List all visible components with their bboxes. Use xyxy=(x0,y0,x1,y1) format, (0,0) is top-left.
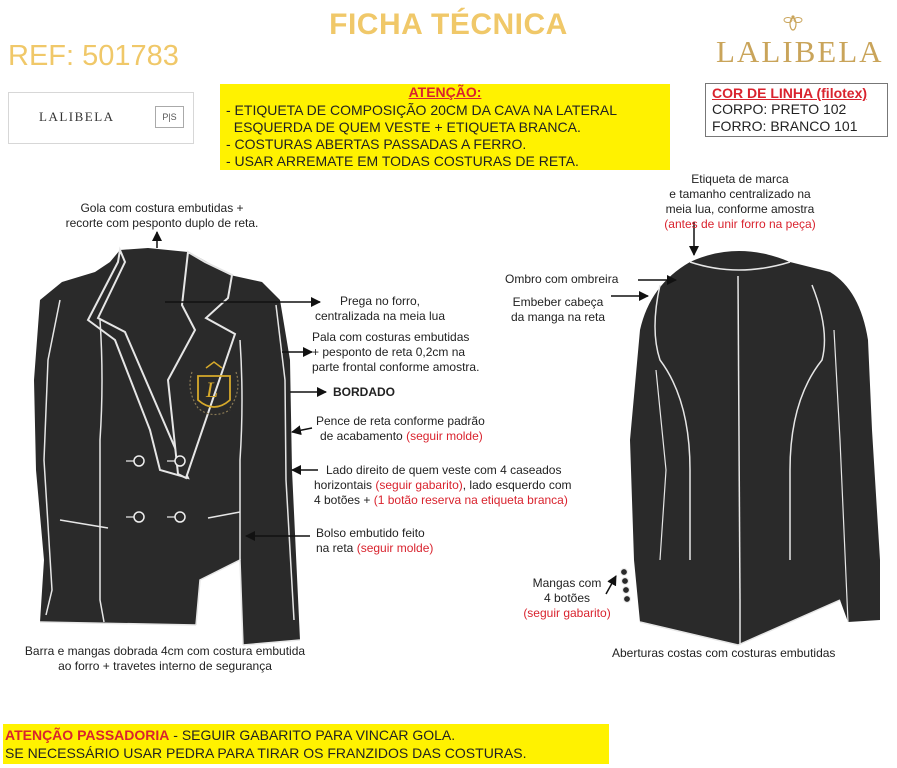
note-collar xyxy=(52,201,272,231)
note-pleat-line: centralizada na meia lua xyxy=(314,309,446,323)
note-sleeve-cap-line: Embeber cabeça xyxy=(512,295,604,309)
note-pocket-text: na reta xyxy=(316,541,354,555)
thread-lining-color: FORRO: BRANCO 101 xyxy=(712,118,858,134)
note-hem-line: ao forro + travetes interno de segurança xyxy=(58,659,272,673)
note-sleeve-buttons xyxy=(512,576,622,621)
back-jacket-drawing xyxy=(621,251,881,645)
note-pocket-line: Bolso embutido feito xyxy=(316,526,425,540)
front-jacket-drawing xyxy=(34,248,300,645)
attention-line: - ETIQUETA DE COMPOSIÇÃO 20CM DA CAVA NA LATERAL xyxy=(226,102,618,118)
note-buttonholes-text: , lado esquerdo com xyxy=(462,478,572,492)
attention-title: ATENÇÃO: xyxy=(408,84,482,100)
note-pocket-red: (seguir molde) xyxy=(356,541,434,555)
note-collar-line: Gola com costura embutidas + xyxy=(80,201,244,215)
attention-line: - COSTURAS ABERTAS PASSADAS A FERRO. xyxy=(226,136,527,152)
pressing-warning-line: - SEGUIR GABARITO PARA VINCAR GOLA. xyxy=(169,727,456,743)
note-yoke-line: parte frontal conforme amostra. xyxy=(312,360,480,374)
emblem-letter: L xyxy=(206,377,219,402)
label-tag-size: P|S xyxy=(155,106,184,128)
note-brand-label-line: Etiqueta de marca xyxy=(691,172,789,186)
note-pocket xyxy=(316,526,433,556)
note-back-vents: Aberturas costas com costuras embutidas xyxy=(612,646,836,660)
note-dart-text: de acabamento xyxy=(320,429,403,443)
note-brand-label-line: e tamanho centralizado na xyxy=(669,187,811,201)
pressing-warning-title: ATENÇÃO PASSADORIA xyxy=(5,727,170,743)
note-buttonholes-red: (seguir gabarito) xyxy=(375,478,463,492)
attention-line: - USAR ARREMATE EM TODAS COSTURAS DE RETA. xyxy=(226,153,579,169)
brand-logo: LALIBELA xyxy=(716,34,884,69)
note-buttonholes-line: Lado direito de quem veste com 4 caseados xyxy=(326,463,562,477)
note-dart xyxy=(316,414,485,444)
note-collar-line: recorte com pesponto duplo de reta. xyxy=(65,216,259,230)
label-tag-brand: LALIBELA xyxy=(39,109,115,124)
note-sleeve-buttons-line: Mangas com xyxy=(532,576,602,590)
page-title: FICHA TÉCNICA xyxy=(329,8,568,41)
pressing-warning-box xyxy=(3,724,609,764)
note-buttonholes xyxy=(314,463,571,508)
note-sleeve-buttons-red: (seguir gabarito) xyxy=(523,606,611,620)
thread-color-title: COR DE LINHA (filotex) xyxy=(712,85,868,101)
note-yoke xyxy=(312,330,479,375)
pressing-warning-line: SE NECESSÁRIO USAR PEDRA PARA TIRAR OS FRANZIDOS DAS COSTURAS. xyxy=(5,745,527,761)
attention-line: ESQUERDA DE QUEM VESTE + ETIQUETA BRANCA. xyxy=(226,119,581,135)
note-dart-red: (seguir molde) xyxy=(406,429,483,443)
note-sleeve-cap xyxy=(502,295,614,325)
note-sleeve-cap-line: da manga na reta xyxy=(510,310,606,324)
note-brand-label xyxy=(640,172,840,232)
note-dart-line: Pence de reta conforme padrão xyxy=(316,414,485,428)
note-hem-line: Barra e mangas dobrada 4cm com costura embutida xyxy=(24,644,306,658)
note-buttonholes-red: (1 botão reserva na etiqueta branca) xyxy=(373,493,568,507)
note-shoulder: Ombro com ombreira xyxy=(505,272,619,286)
note-pleat xyxy=(300,294,460,324)
note-sleeve-buttons-line: 4 botões xyxy=(543,591,591,605)
thread-body-color: CORPO: PRETO 102 xyxy=(712,101,847,117)
note-buttonholes-text: horizontais xyxy=(314,478,373,492)
note-brand-label-red: (antes de unir forro na peça) xyxy=(664,217,816,231)
reference-code: REF: 501783 xyxy=(8,40,179,72)
note-embroidery: BORDADO xyxy=(333,385,395,399)
note-yoke-line: + pesponto de reta 0,2cm na xyxy=(312,345,466,359)
note-hem xyxy=(4,644,326,674)
note-buttonholes-text: 4 botões + xyxy=(314,493,371,507)
note-brand-label-line: meia lua, conforme amostra xyxy=(665,202,815,216)
note-yoke-line: Pala com costuras embutidas xyxy=(312,330,470,344)
note-pleat-line: Prega no forro, xyxy=(339,294,421,308)
